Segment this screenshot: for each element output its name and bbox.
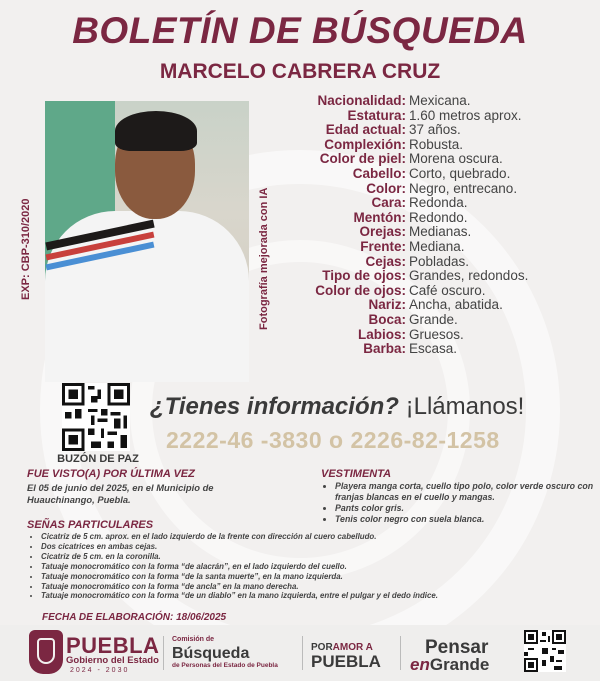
fact-value: Robusta. [409, 136, 464, 152]
bulletin-title: BOLETÍN DE BÚSQUEDA [72, 10, 528, 51]
fact-row [290, 225, 590, 240]
fact-row [290, 109, 590, 124]
por-text: POR [311, 642, 333, 653]
fact-value: 37 años. [409, 122, 461, 138]
fact-row [290, 240, 590, 255]
list-item: • Dos cicatrices en ambas cejas. [41, 542, 600, 552]
fact-value: Mexicana. [409, 93, 471, 108]
busqueda-label: Búsqueda [172, 645, 250, 662]
list-item: • Cicatriz de 5 cm. aprox. en el lado izquierdo de la frente con dirección al cuero cabelludo. [41, 532, 600, 542]
fact-label: Nacionalidad: [317, 93, 406, 108]
fact-label: Labios: [357, 326, 406, 342]
pensar-label: Pensar [425, 637, 489, 658]
fact-value: Gruesos. [409, 326, 464, 342]
fact-value: Grande. [409, 311, 458, 327]
fact-value: 1.60 metros aprox. [409, 107, 522, 123]
fact-label: Nariz: [368, 297, 406, 313]
fact-label: Color de piel: [319, 151, 406, 167]
fact-row [290, 328, 590, 343]
fact-value: Corto, quebrado. [409, 165, 511, 181]
coat-of-arms-icon [29, 630, 63, 674]
fact-row [290, 298, 590, 313]
elaboration-date: FECHA DE ELABORACIÓN: 18/06/2025 [42, 612, 227, 623]
grande-text: Grande [429, 655, 490, 674]
fact-row [290, 255, 590, 270]
divider [163, 636, 164, 670]
divider [400, 636, 401, 670]
fact-value: Escasa. [409, 341, 458, 357]
fact-row [290, 138, 590, 153]
marks-title: SEÑAS PARTICULARES [27, 519, 154, 531]
qr-code-footer[interactable] [524, 630, 566, 672]
list-item: • Tenis color negro con suela blanca. [335, 514, 600, 525]
fact-value: Negro, entrecano. [409, 180, 518, 196]
amor-text: AMOR A [332, 642, 373, 653]
fact-label: Color de ojos: [315, 282, 406, 298]
fact-row [290, 182, 590, 197]
fact-value: Café oscuro. [409, 282, 486, 298]
info-question [150, 393, 524, 421]
list-item: • Tatuaje monocromático con la forma “de ancla” en la mano derecha. [41, 582, 600, 592]
fact-label: Boca: [368, 311, 406, 327]
fact-row [290, 152, 590, 167]
fact-label: Color: [366, 180, 406, 196]
clothing-list [325, 481, 600, 525]
list-item: • Playera manga corta, cuello tipo polo, color verde oscuro con franjas blancas en el cuello y mangas. [335, 481, 600, 503]
call-text: ¡Llámanos! [405, 393, 525, 420]
fact-value: Ancha, abatida. [409, 297, 503, 313]
fact-value: Redonda. [409, 195, 468, 211]
fact-value: Redondo. [409, 209, 468, 225]
fact-value: Morena oscura. [409, 151, 503, 167]
qr-code-buzon[interactable] [62, 383, 130, 451]
en-grande-label [410, 655, 489, 675]
fact-row [290, 196, 590, 211]
period-label: 2024 - 2030 [70, 667, 130, 674]
fact-label: Cabello: [352, 165, 406, 181]
fact-row [290, 211, 590, 226]
fact-label: Mentón: [353, 209, 406, 225]
fact-value: Pobladas. [409, 253, 470, 269]
fact-row [290, 167, 590, 182]
list-item: • Tatuaje monocromático con la forma “de alacrán”, en el lado izquierdo del cuello. [41, 562, 600, 572]
fact-label: Tipo de ojos: [322, 268, 406, 284]
fact-row [290, 342, 590, 357]
fact-row [290, 94, 590, 109]
fact-label: Barba: [363, 341, 406, 357]
last-seen-text: El 05 de junio del 2025, en el Municipio de Huauchinango, Puebla. [27, 482, 214, 505]
puebla-logo-text: PUEBLA [66, 633, 160, 658]
buzon-de-paz-label: BUZÓN DE PAZ [57, 453, 139, 465]
fact-label: Cara: [371, 195, 406, 211]
fact-value: Mediana. [409, 238, 465, 254]
fact-row [290, 269, 590, 284]
last-seen-title: FUE VISTO(A) POR ÚLTIMA VEZ [27, 468, 195, 480]
expediente-label: EXP: CBP-310/2020 [20, 198, 32, 300]
fact-row [290, 284, 590, 299]
busqueda-sub-label: de Personas del Estado de Puebla [172, 662, 278, 669]
list-item: • Cicatriz de 5 cm. en la coronilla. [41, 552, 600, 562]
gobierno-label: Gobierno del Estado [66, 655, 159, 666]
marks-list [31, 532, 600, 601]
fact-label: Orejas: [359, 224, 406, 240]
question-text: ¿Tienes información? [150, 393, 399, 420]
fact-value: Medianas. [409, 224, 472, 240]
ia-photo-note: Fotografía mejorada con IA [258, 187, 270, 330]
physical-description [290, 94, 590, 357]
phone-numbers[interactable]: 2222-46 -3830 o 2226-82-1258 [166, 427, 500, 453]
puebla-slogan: PUEBLA [311, 652, 381, 671]
fact-value: Grandes, redondos. [409, 268, 529, 284]
fact-label: Estatura: [347, 107, 406, 123]
list-item: • Pants color gris. [335, 503, 600, 514]
fact-label: Frente: [360, 238, 406, 254]
comision-label: Comisión de [172, 636, 215, 643]
fact-label: Cejas: [365, 253, 406, 269]
list-item: • Tatuaje monocromático con la forma “de la santa muerte”, en la mano izquierda. [41, 572, 600, 582]
clothing-title: VESTIMENTA [321, 468, 392, 480]
divider [302, 636, 303, 670]
fact-label: Complexión: [324, 136, 406, 152]
fact-row [290, 123, 590, 138]
list-item: • Tatuaje monocromático con la forma “de un diablo” en la mano izquierda, entre el pulgar y el dedo índice. [41, 591, 600, 601]
person-photo [45, 101, 249, 382]
person-name: MARCELO CABRERA CRUZ [159, 60, 441, 83]
fact-row [290, 313, 590, 328]
en-text: en [410, 655, 430, 674]
fact-label: Edad actual: [325, 122, 406, 138]
